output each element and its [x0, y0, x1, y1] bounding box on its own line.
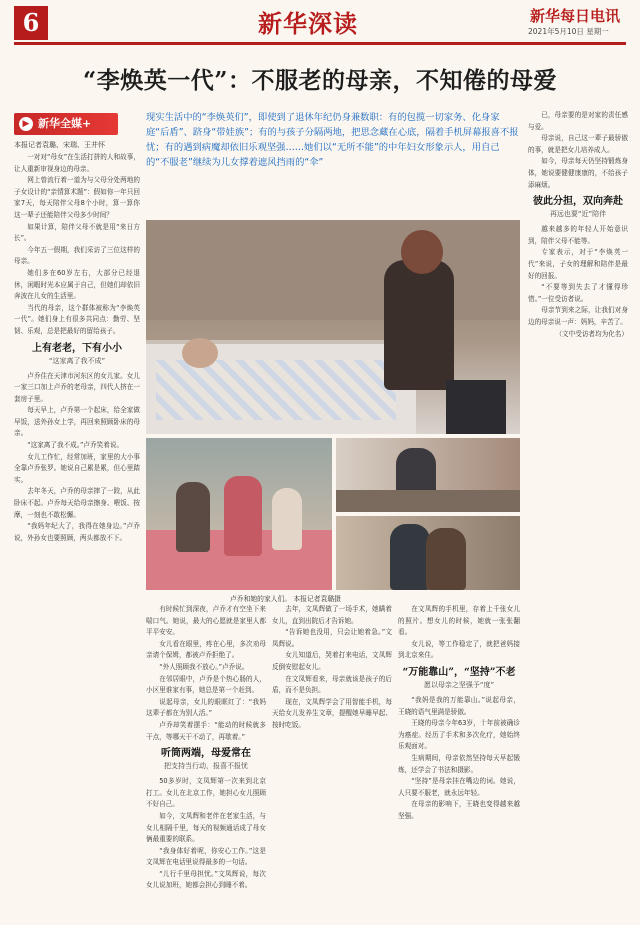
family-member-3: [272, 488, 302, 550]
paragraph: 女儿工作忙，经常加班，家里的大小事全靠卢乔张罗。她说自己累是累，但心里踏实。: [14, 452, 140, 484]
subheading-note: 把支持当行动，报喜不报忧: [164, 762, 248, 771]
paragraph: 生病期间，母亲依然坚持每天早起锻炼，还学会了书法和摄影。: [398, 753, 520, 774]
byline: 本报记者袁璐、宋瑞、王井怀: [14, 141, 105, 149]
paragraph: 去年，文凤辉做了一场手术，她瞒着女儿，直到出院后才告诉她。: [272, 605, 392, 625]
paragraph: 在文凤辉看来，母亲就该是孩子的后盾，而不是负担。: [272, 674, 392, 695]
masthead: [0, 0, 640, 44]
section-title: 新华深读: [258, 9, 358, 38]
caregiver-head: [401, 230, 443, 274]
paragraph: 母亲说，自己这一辈子最骄傲的事，就是把女儿培养成人。: [528, 134, 628, 154]
paragraph: 王晓的母亲今年63岁，十年前被确诊为癌症。经历了手术和多次化疗，她始终乐观面对。: [398, 719, 520, 751]
article-headline: “李焕英一代”：不服老的母亲，不知倦的母爱: [83, 67, 557, 94]
issue-date: 2021年5月10日 星期一: [528, 27, 609, 36]
xinhua-media-badge: [14, 113, 118, 135]
paragraph: 卢乔住在天津市河东区的女儿家。女儿一家三口加上卢乔的老母亲，四代人挤在一套房子里。: [14, 371, 140, 403]
column-3: [272, 604, 392, 914]
paragraph: “我妈是我的万能靠山。”说起母亲，王晓的语气里满是骄傲。: [398, 695, 520, 716]
family-member-2: [224, 476, 262, 556]
paragraph: “坚持”是母亲挂在嘴边的词。她说，人只要不服老，就永远年轻。: [398, 777, 520, 797]
subheading: 上有老老，下有小小: [32, 342, 122, 354]
paragraph: 在母亲的影响下，王晓也变得越来越坚强。: [398, 800, 520, 820]
patient-head: [182, 338, 218, 368]
paragraph: 如今，母亲每天仍坚持锻炼身体，她说要健健康康的，不给孩子添麻烦。: [528, 157, 628, 189]
paragraph: 她们多在60岁左右，大部分已经退休，闲暇时光本应属于自己，但她们却依旧奔波在儿女的生活里。: [14, 268, 140, 301]
paragraph: “我妈年纪大了，我得在她身边。”卢乔说，外孙女也要照顾，两头都放不下。: [14, 522, 140, 542]
newspaper-logo: 新华每日电讯: [530, 7, 621, 25]
cooking-photo: [336, 438, 520, 512]
paragraph: 如今，文凤辉和老伴在老家生活，与女儿相隔千里，每天的视频通话成了母女俩最重要的联系。: [146, 811, 266, 844]
paragraph: 今年五一假期，我们采访了三位这样的母亲。: [14, 245, 140, 266]
column-4: [398, 604, 520, 914]
paragraph: 女儿说，等工作稳定了，就把爸妈接到北京来住。: [398, 639, 520, 660]
paragraph: “这家离了我不成。”卢乔笑着说。: [27, 441, 124, 450]
paragraph: 50多岁时，文凤辉第一次来到北京打工。女儿在北京工作，她担心女儿照顾不好自己。: [146, 777, 266, 809]
quilt-pattern: [156, 360, 396, 420]
paragraph: 女儿知道后，哭着打来电话，文凤辉反倒安慰起女儿。: [272, 651, 392, 671]
paragraph: 有时候忙到深夜，卢乔才有空坐下来喘口气。她说，最大的心愿就是家里人都平平安安。: [146, 605, 266, 637]
paragraph: 一对对“母女”在生活打拼的人和故事，让人重新审视身边的母亲。: [14, 153, 140, 173]
paragraph: 网上曾流行着一道为与父母分处两地的子女设计的“亲情算术题”：假如你一年只回家7天，每天陪伴父母8个小时，算一算你这一辈子还能陪伴父母多少时间？: [14, 176, 140, 219]
subheading-note: 再远也要“近”陪伴: [549, 210, 607, 219]
paragraph: 当代的母亲，这个群体被称为“李焕英一代”。她们身上有很多共同点：勤劳、坚韧、乐观，总是把最好的留给孩子。: [14, 303, 140, 335]
column-2: [146, 604, 266, 914]
column-1: [14, 152, 140, 912]
wall-panel: [146, 220, 520, 320]
hug-figure-2: [426, 528, 466, 590]
paragraph: 母亲节到来之际，让我们对身边的母亲说一声：妈妈，辛苦了。: [528, 306, 628, 326]
paragraph: “儿行千里母担忧。”文凤辉说，每次女儿说加班，她都会担心到睡不着。: [146, 869, 266, 890]
endnote: （文中受访者均为化名）: [555, 329, 628, 338]
subheading: “万能靠山”，“坚持”不老: [402, 666, 516, 678]
paragraph: 已，母亲要的是对家的责任感与爱。: [528, 111, 628, 131]
paragraph: 卢乔却笑着摆手：“能动的时候就多干点，等哪天干不动了，再歇着。”: [146, 720, 266, 741]
caregiver-body: [384, 260, 454, 390]
main-photo: [146, 220, 520, 434]
subheading: 听筒两端，母爱常在: [161, 748, 251, 760]
paragraph: 现在，文凤辉学会了用智能手机，每天给女儿发养生文章，提醒她早睡早起、按时吃饭。: [272, 697, 392, 729]
family-photo: [146, 438, 332, 590]
caregiver-legs: [446, 380, 506, 434]
paragraph: “外人照顾我不放心。”卢乔说。: [159, 662, 249, 671]
kitchen-counter: [336, 490, 520, 512]
masthead-rule: [14, 42, 626, 45]
paragraph: “告诉她也没用，只会让她着急。”文凤辉说。: [272, 628, 392, 648]
play-icon: ▶: [19, 117, 33, 131]
column-5: [528, 110, 628, 914]
paragraph: 在邻居眼中，卢乔是个热心肠的人，小区里谁家有事，她总是第一个赶到。: [146, 674, 266, 695]
hug-photo: [336, 516, 520, 590]
subheading: 彼此分担，双向奔赴: [533, 196, 623, 208]
paragraph: “我身体好着呢，你安心工作。”这是文凤辉在电话里说得最多的一句话。: [146, 846, 266, 867]
paragraph: 每天早上，卢乔第一个起床，给全家做早饭，送外孙女上学，再回来照顾卧床的母亲。: [14, 406, 140, 438]
photo-caption: 卢乔和她的家人们。 本报记者袁璐摄: [230, 595, 341, 603]
badge-label: 新华全媒+: [38, 117, 92, 130]
family-member-1: [176, 482, 210, 552]
paragraph: 在文凤辉的手机里，存着上千张女儿的照片。想女儿的时候，她就一张张翻看。: [398, 605, 520, 637]
paragraph: “不要等到失去了才懂得珍惜。”一位受访者说。: [528, 283, 628, 303]
paragraph: 专家表示，对于“李焕英一代”来说，子女的理解和陪伴是最好的回报。: [528, 248, 628, 280]
paragraph: 女儿看在眼里，疼在心里，多次劝母亲请个保姆，都被卢乔拒绝了。: [146, 639, 266, 660]
page-number: 6: [14, 6, 48, 40]
paragraph: 去年冬天，卢乔的母亲摔了一跤，从此卧床不起。卢乔每天给母亲擦身、喂饭、按摩，一刻也不敢松懈。: [14, 487, 140, 519]
paragraph: 说起母亲，女儿的眼眶红了：“我妈这辈子都在为别人活。”: [146, 697, 266, 718]
article-lead: 现实生活中的“李焕英们”，即使到了退休年纪仍身兼数职：有的包揽一切家务、化身家庭“后盾”、跻身“带娃族”；有的与孩子分隔两地，把思念藏在心底，隔着手机屏幕报喜不报忧；有的遇到病魔却依旧乐观坚强……她们以“无所不能”的中年妇女形象示人，用自己的“不服老”继续为儿女撑着遮风挡雨的“伞”: [146, 112, 519, 168]
paragraph: 如果计算，陪伴父母不就是用“来日方长”。: [14, 222, 140, 243]
subheading-note: “这家离了我不成”: [48, 356, 106, 365]
subheading-note: 愿以母亲之坚强予“度”: [423, 680, 495, 689]
paragraph: 越来越多的年轻人开始意识到，陪伴父母不能等。: [528, 225, 628, 245]
hug-figure-1: [390, 524, 430, 590]
